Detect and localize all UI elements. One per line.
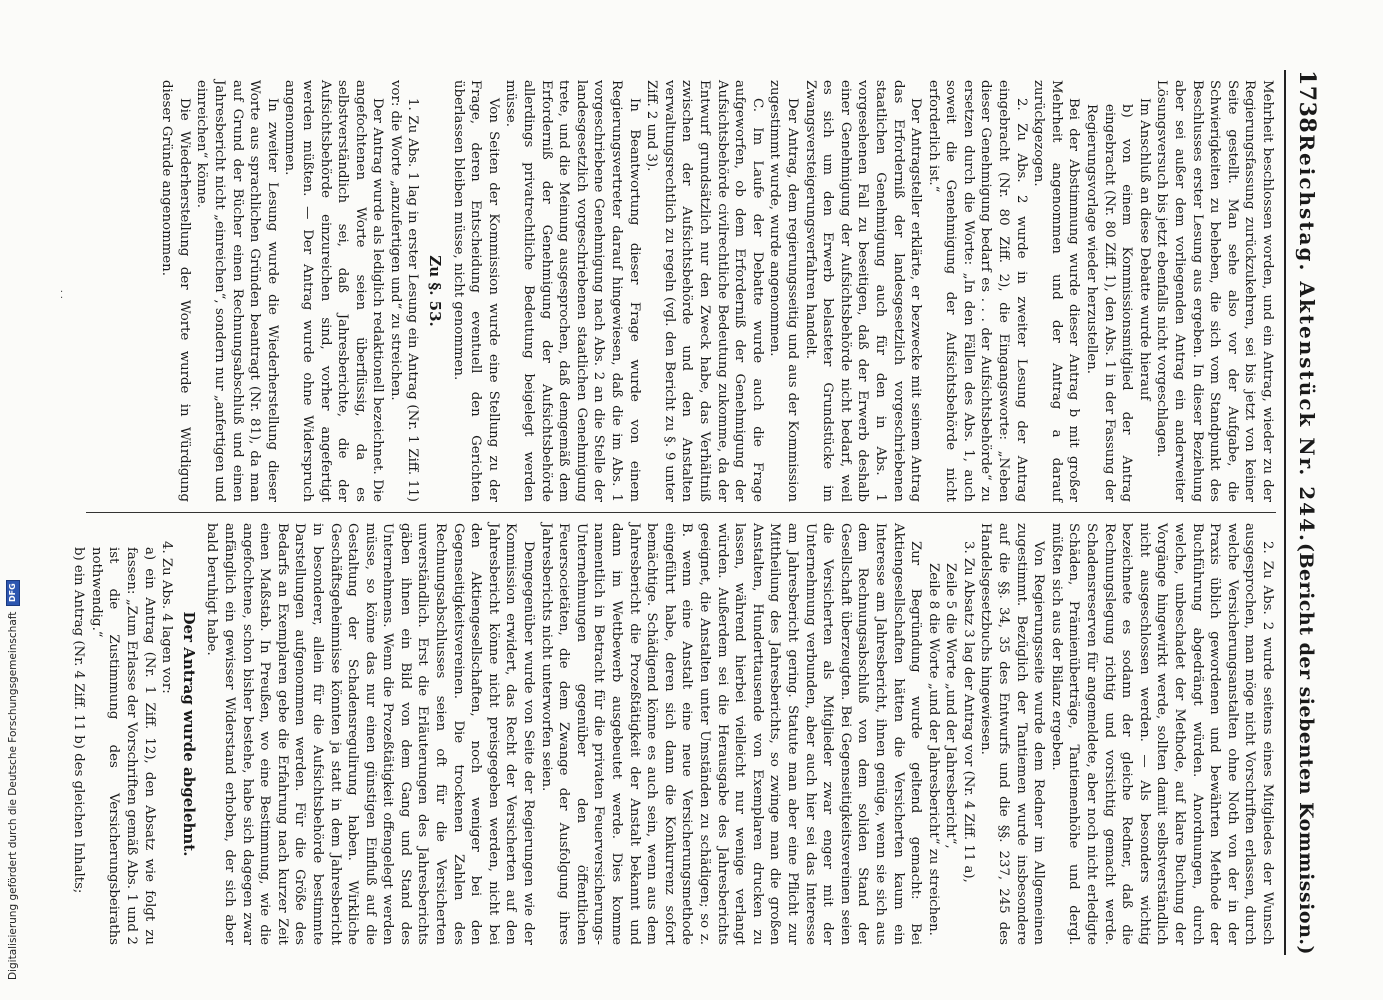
paragraph: Der Antrag, dem regierungsseitig und aus der Kommission zugestimmt wurde, wurde angenommen. (767, 80, 800, 502)
paragraph: Im Anschluß an diese Debatte wurde hierauf (1136, 98, 1152, 401)
page-number: 1738 (1294, 70, 1320, 134)
page-header (1284, 70, 1320, 955)
text-columns (71, 70, 1276, 955)
paragraph: a) ein Antrag (Nr. 1 Ziff. 12), den Absatz wie folgt zu fassen: „Zum Erlasse der Vorschriften gemäß Abs. 1 und 2 ist die Zustimmung des Versicherungsbeiraths nothwendig.“ (88, 547, 157, 945)
paragraph: In Beantwortung dieser Frage wurde von einem Regierungsvertreter darauf hingewiesen, daß die im Abs. 1 vorgeschriebene Genehmigung nach Abs. 2 an die Stelle der landesgesetzlich vorgeschriebenen staatlichen Genehmigung trete, und die Meinung ausgesprochen, daß demgemäß dem Erforderniß der Genehmigung der Aufsichtsbehörde allerdings privatrechtliche Bedeutung beigelegt werden müsse. (503, 80, 642, 502)
digitization-credit (6, 580, 20, 980)
paragraph: Die Wiederherstellung der Worte wurde in Würdigung dieser Gründe angenommen. (159, 80, 192, 502)
paragraph: b) von einem Kommissionsmitglied der Antrag eingebracht (Nr. 80 Ziff. 1), den Abs. 1 in der Fassung der Regierungsvorlage wieder herzustellen. (1084, 104, 1135, 502)
paragraph: 2. Zu Abs. 2 wurde seitens eines Mitgliedes der Wunsch ausgesprochen, man möge nicht Vorschriften erlassen, durch welche Versicherungsanstalten ohne Noth von der in der Praxis üblich gewordenen und bewährten Methode der Buchführung abgedrängt würden. Anordnungen, durch welche, unbeschadet der Methode, auf klare Buchung der Vorgänge hingewirkt werde, sollten damit selbstverständlich nicht ausgeschlossen werden. — Als besonders wichtig bezeichnete es sodann der gleiche Redner, daß die Rechnungslegung richtig und vorsichtig gemacht werde. Schadensreserven für angemeldete, aber noch nicht erledigte Schäden, Prämienüberträge, Tantiemenhöhe und dergl. müßten sich aus der Bilanz ergeben. (1048, 523, 1275, 945)
dfg-logo-icon: DFG (6, 580, 20, 606)
paragraph: C. Im Laufe der Debatte wurde auch die Frage aufgeworfen, ob dem Erforderniß der Genehmigung der Aufsichtsbehörde civilrechtliche Bedeutung zukomme, da der Entwurf grundsätzlich nur den Zweck habe, das Verhältniß zwischen der Aufsichtsbehörde und den Anstalten verwaltungsrechtlich zu regeln (vgl. den Bericht zu §. 9 unter Ziff. 2 und 3). (644, 80, 765, 502)
page-subtitle: (Bericht der siebenten Kommission.) (1295, 542, 1317, 955)
paragraph: Der Antrag wurde als lediglich redaktionell bezeichnet. Die angefochtenen Worte seien überflüssig, da es selbstverständlich sei, daß Jahresberichte, die der Aufsichtsbehörde einzureichen sind, vorher angefertigt werden müßten. — Der Antrag wurde ohne Widerspruch angenommen. (282, 80, 386, 502)
paragraph: 4. Zu Abs. 4 lagen vor: (159, 541, 175, 694)
paragraph: Zeile 5 die Worte „und der Jahresbericht“, (943, 563, 959, 849)
paragraph: 3. Zu Absatz 3 lag der Antrag vor (Nr. 4 Ziff. 11 a), (960, 541, 976, 883)
paragraph: Der Antrag wurde abgelehnt. (179, 611, 198, 857)
scan-specks: ⁚ (60, 290, 64, 301)
paragraph: 1. Zu Abs. 1 lag in erster Lesung ein Antrag (Nr. 1 Ziff. 11) vor: die Worte „anzufertigen und“ zu streichen. (387, 80, 421, 502)
paragraph: Von Seiten der Kommission wurde eine Stellung zu der Frage, deren Entscheidung eventuell den Gerichten überlassen bleiben müsse, nicht genommen. (450, 80, 501, 502)
paragraph: Von Regierungsseite wurde dem Redner im Allgemeinen zugestimmt. Bezüglich der Tantiemen wurde insbesondere auf die §§. 34, 35 des Entwurfs und die §§. 237, 245 des Handelsgesetzbuchs hingewiesen. (978, 523, 1047, 945)
document-page (56, 60, 1326, 965)
left-column (86, 70, 1276, 512)
paragraph: Mehrheit beschlossen worden, und ein Antrag, wieder zu der Regierungsfassung zurückzukehren, sei bis jetzt von keiner Seite gestellt. Man sehe also vor der Aufgabe, die Schwierigkeiten zu beheben, die sich vom Standpunkt des Beschlusses erster Lesung aus ergeben. In dieser Beziehung aber sei außer dem vorliegenden Antrag ein anderweiter Lösungsversuch bis jetzt ebenfalls nicht vorgeschlagen. (1154, 80, 1275, 502)
section-heading: Zu §. 53. (426, 255, 445, 327)
paragraph: 2. Zu Abs. 2 wurde in zweiter Lesung der Antrag eingebracht (Nr. 80 Ziff. 2), die Eingangsworte: „Neben dieser Genehmigung bedarf es . . . der Aufsichtsbehörde“ zu ersetzen durch die Worte: „In den Fällen des Abs. 1, auch soweit die Genehmigung der Aufsichtsbehörde nicht erforderlich ist.“ (925, 80, 1029, 502)
paragraph: Der Antragsteller erklärte, er bezwecke mit seinem Antrag das Erforderniß der landesgesetzlich vorgeschriebenen staatlichen Genehmigung auch für den in Abs. 1 vorgesehenen Fall zu beseitigen, daß der Erwerb deshalb einer Genehmigung der Aufsichtsbehörde nicht bedarf, weil es sich um den Erwerb belasteter Grundstücke im Zwangsversteigerungsverfahren handelt. (802, 80, 924, 502)
paragraph: Demgegenüber wurde von Seite der Regierungen wie der Kommission erwidert, das Recht der Versicherten auf den Jahresbericht könne nicht preisgegeben werden, nicht bei den Aktiengesellschaften, noch weniger bei den Gegenseitigkeitsvereinen. Die trockenen Zahlen des Rechnungsabschlusses seien oft für die Versicherten unverständlich. Erst die Erläuterungen des Jahresberichts gäben ihnen ein Bild von dem Gang und Stand des Unternehmens. Wenn die Prozeßtätigkeit offengelegt werden müsse, so könne das nur einen günstigen Einfluß auf die Gestaltung der Schadensregulirung haben. Wirkliche Geschäftsgeheimnisse könnten ja statt in dem Jahresbericht in besonderer, allein für die Aufsichtsbehörde bestimmte Darstellungen aufgenommen werden. Für die Größe des Bedarfs an Exemplaren gebe die Erfahrung nach kurzer Zeit einen Maßstab. In Preußen, wo eine Bestimmung, wie die angefochtene, schon bisher bestehe, habe sich dagegen zwar anfänglich ein gewisser Widerstand erhoben, der sich aber bald beruhigt habe. (204, 523, 537, 945)
right-column (71, 512, 1276, 955)
credit-text: Digitalisierung gefördert durch die Deutsche Forschungsgemeinschaft (7, 611, 19, 980)
page-title: Reichstag. Aktenstück Nr. 244. (1295, 134, 1319, 543)
paragraph: Zeile 8 die Worte „und der Jahresbericht“ zu streichen. (925, 563, 941, 936)
paragraph: b) ein Antrag (Nr. 4 Ziff. 11 b) des gleichen Inhalts; (71, 547, 87, 894)
paragraph: Bei der Abstimmung wurde dieser Antrag b mit großer Mehrheit angenommen und der Antrag a darauf zurückgezogen. (1031, 80, 1082, 502)
paragraph: Zur Begründung wurde geltend gemacht: Bei Aktiengesellschaften hätten die Versicherten kaum ein Interesse am Jahresbericht, ihnen genüge, wenn sie sich aus dem Rechnungsabschluß von dem soliden Stand der Gesellschaft überzeugten. Bei Gegenseitigkeitsvereinen seien die Versicherten als Mitglieder zwar enger mit der Unternehmung verbunden, aber auch hier sei das Interesse am Jahresbericht gering. Statute man aber eine Pflicht zur Mittheilung des Jahresberichts, so zwinge man die großen Anstalten, Hunderttausende von Exemplaren drucken zu lassen, während hierbei vielleicht nur wenige verlangt würden. Außerdem sei die Herausgabe des Jahresberichts geeignet, die Anstalten unter Umständen zu schädigen; so z. B. wenn eine Anstalt eine neue Versicherungsmethode eingeführt habe, deren sich dann die Konkurrenz sofort bemächtige. Schädigend könne es auch sein, wenn aus dem Jahresbericht die Prozeßtätigkeit der Anstalt bekannt und dann im Wettbewerb ausgebeutet werde. Dies komme namentlich in Betracht für die privaten Feuerversicherungs-Unternehmungen gegenüber den öffentlichen Feuersocietäten, die dem Zwange der Ausfolgung ihres Jahresberichts nicht unterworfen seien. (538, 523, 924, 945)
paragraph: In zweiter Lesung wurde die Wiederherstellung dieser Worte aus sprachlichen Gründen beantragt (Nr. 81), da man auf Grund der Bücher einen Rechnungsabschluß und einen Jahresbericht nicht „einreichen“, sondern nur „anfertigen und einreichen“ könne. (194, 80, 280, 502)
